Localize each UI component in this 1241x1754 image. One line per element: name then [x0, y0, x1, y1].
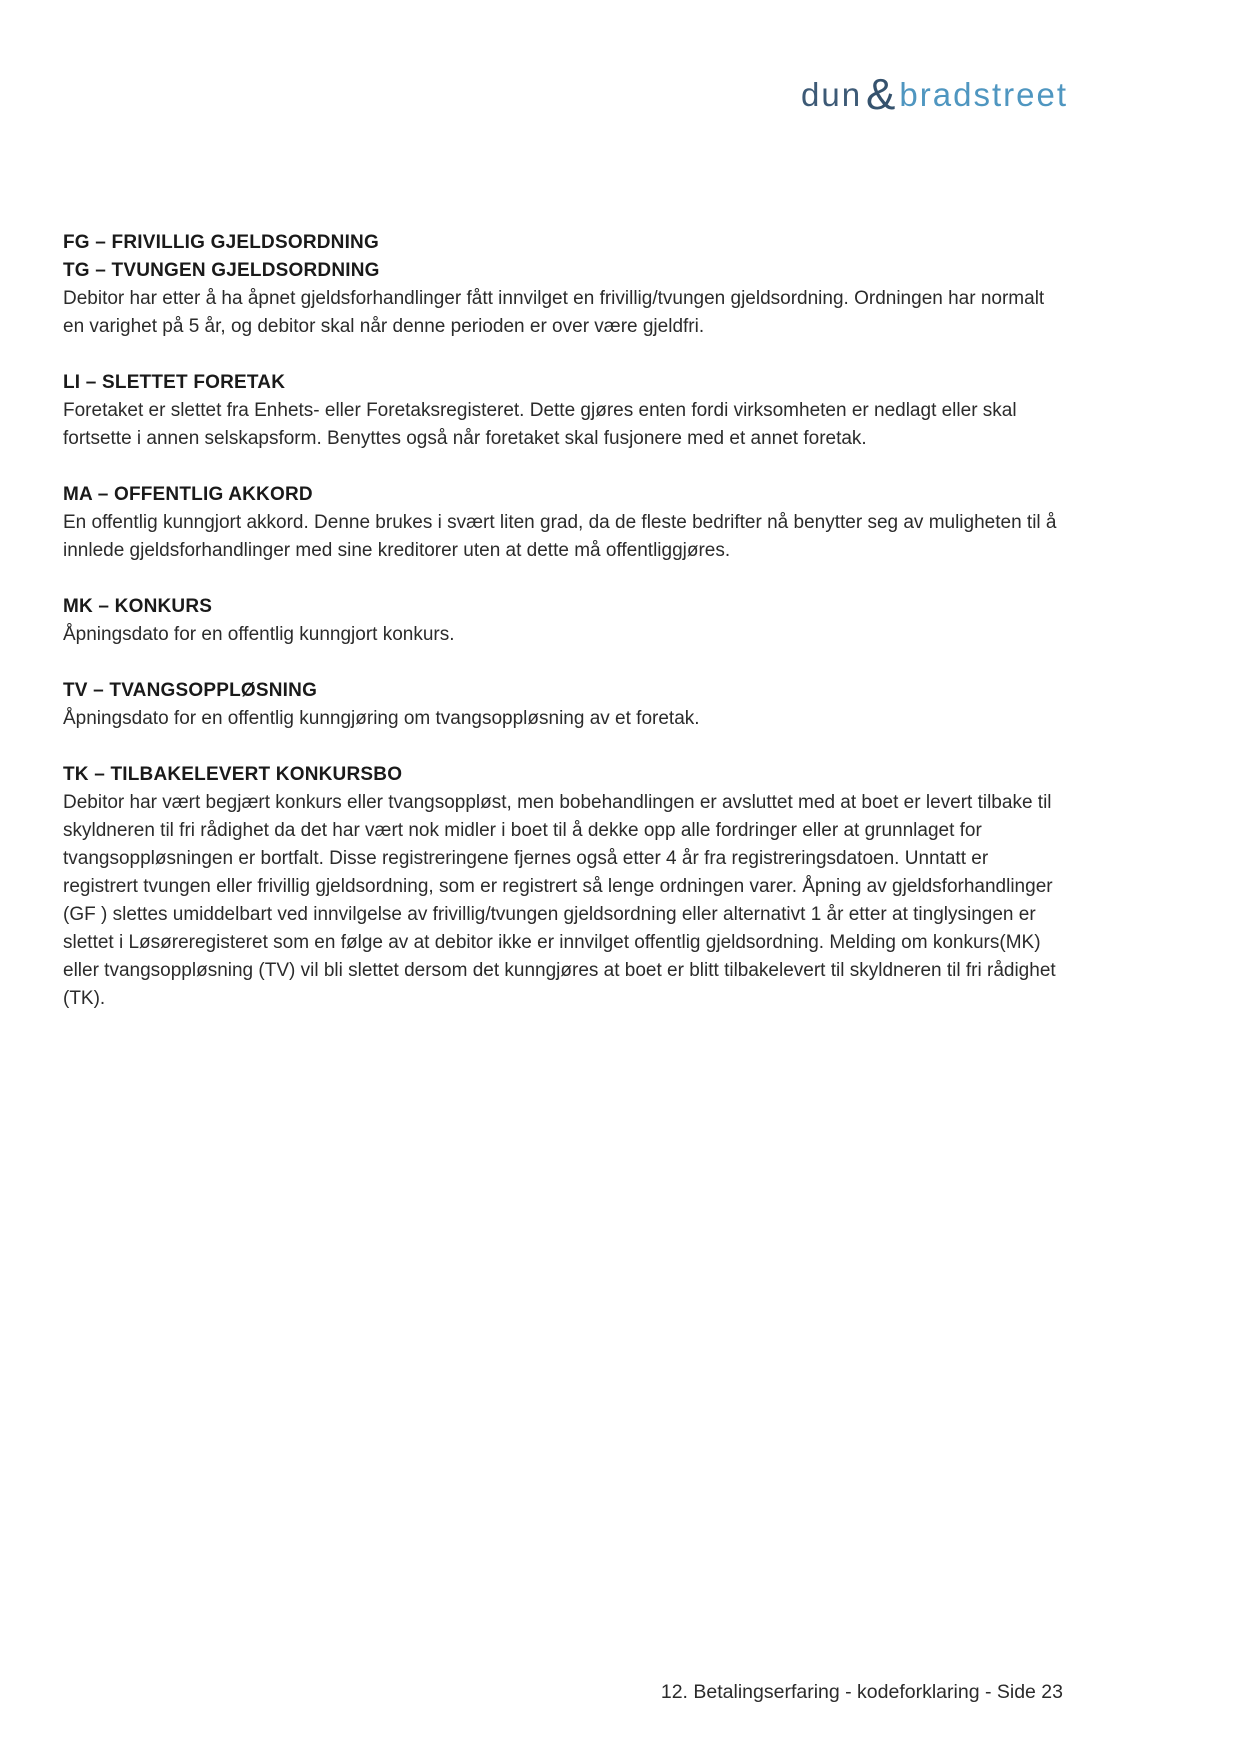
code-section-ma: [63, 481, 1068, 565]
dun-bradstreet-logo: [800, 70, 1068, 119]
logo-dun-text: dun: [800, 76, 863, 113]
code-section-mk: [63, 593, 1068, 649]
logo-bradstreet-text: bradstreet: [899, 76, 1068, 113]
section-body-text: Åpningsdato for en offentlig kunngjort konkurs.: [63, 624, 455, 645]
code-section-li: [63, 369, 1068, 453]
code-section-tv: [63, 677, 1068, 733]
page-footer: 12. Betalingserfaring - kodeforklaring - Side 23: [660, 1681, 1063, 1703]
section-heading: TK – TILBAKELEVERT KONKURSBO: [63, 764, 403, 785]
section-body-text: Debitor har etter å ha åpnet gjeldsforhandlinger fått innvilget en frivillig/tvungen gjeldsordning. Ordningen har normalt en varighet på 5 år, og debitor skal når denne perioden er over være gjeldfri.: [63, 288, 1045, 337]
section-body-text: En offentlig kunngjort akkord. Denne brukes i svært liten grad, da de fleste bedrifter nå benytter seg av muligheten til å innlede gjeldsforhandlinger med sine kreditorer uten at dette må offentliggjøres.: [63, 512, 1057, 561]
section-body-text: Åpningsdato for en offentlig kunngjøring om tvangsoppløsning av et foretak.: [63, 708, 700, 729]
section-heading: TV – TVANGSOPPLØSNING: [63, 680, 318, 701]
code-section-fg-tg: [63, 229, 1068, 341]
section-heading: MA – OFFENTLIG AKKORD: [63, 484, 313, 505]
section-body-text: Foretaket er slettet fra Enhets- eller Foretaksregisteret. Dette gjøres enten fordi virksomheten er nedlagt eller skal fortsette i annen selskapsform. Benyttes også når foretaket skal fusjonere med et annet foretak.: [63, 400, 1017, 449]
page-content: [63, 229, 1068, 1041]
section-heading: MK – KONKURS: [63, 596, 213, 617]
section-body-text: Debitor har vært begjært konkurs eller tvangsoppløst, men bobehandlingen er avsluttet med at boet er levert tilbake til skyldneren til fri rådighet da det har vært nok midler i boet til å dekke opp alle fordringer eller at grunnlaget for tvangsoppløsningen er bortfalt. Disse registreringene fjernes også etter 4 år fra registreringsdatoen. Unntatt er registrert tvungen eller frivillig gjeldsordning, som er registrert så lenge ordningen varer. Åpning av gjeldsforhandlinger (GF ) slettes umiddelbart ved innvilgelse av frivillig/tvungen gjeldsordning eller alternativt 1 år etter at tinglysingen er slettet i Løsøreregisteret som en følge av at debitor ikke er innvilget offentlig gjeldsordning. Melding om konkurs(MK) eller tvangsoppløsning (TV) vil bli slettet dersom det kunngjøres at boet er blitt tilbakelevert til skyldneren til fri rådighet (TK).: [63, 792, 1056, 1009]
section-heading: FG – FRIVILLIG GJELDSORDNING: [63, 232, 379, 253]
ampersand-icon: &: [866, 70, 898, 119]
section-heading: LI – SLETTET FORETAK: [63, 372, 286, 393]
section-heading: TG – TVUNGEN GJELDSORDNING: [63, 260, 380, 281]
code-section-tk: [63, 761, 1068, 1013]
